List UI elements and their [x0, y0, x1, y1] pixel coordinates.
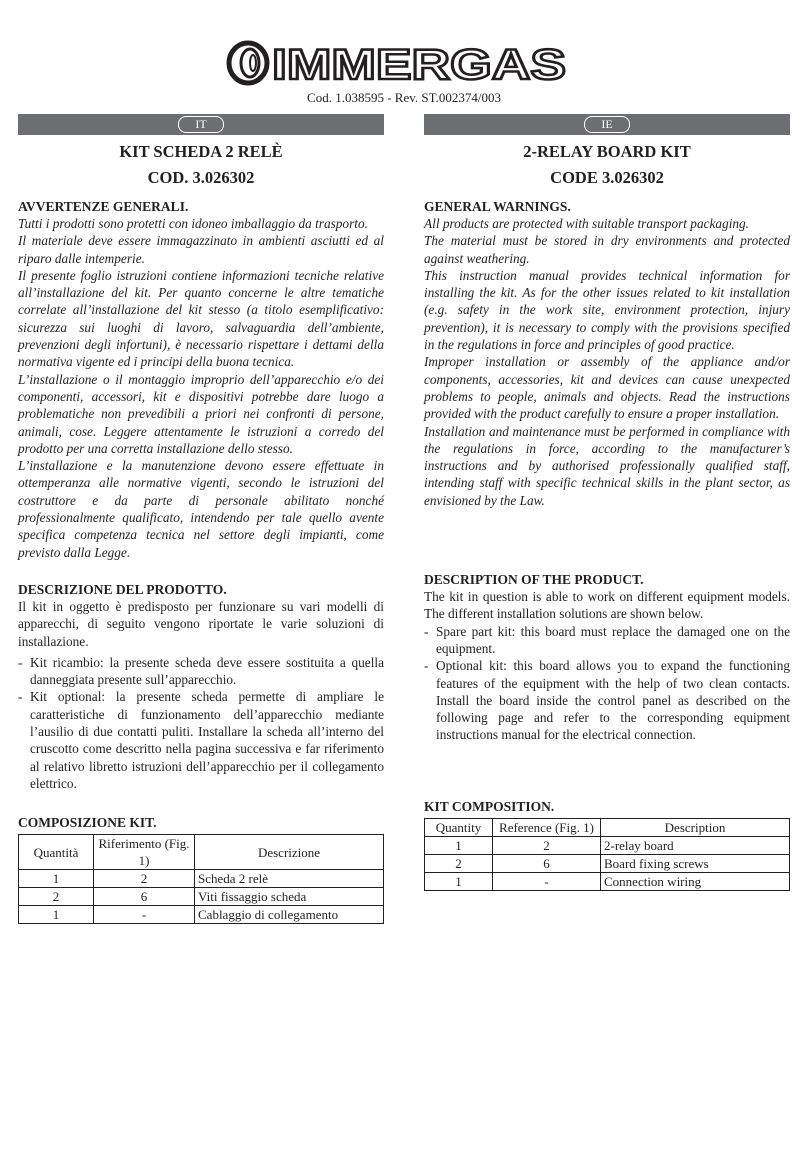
- kit-title: KIT SCHEDA 2 RELÈ: [119, 142, 283, 161]
- language-tag-it: IT: [178, 116, 224, 133]
- composition-heading: COMPOSIZIONE KIT.: [18, 815, 157, 831]
- header-description: Description: [601, 818, 790, 836]
- table-row: 1 - Connection wiring: [425, 872, 790, 890]
- composition-heading: KIT COMPOSITION.: [424, 798, 555, 814]
- header-reference: Reference (Fig. 1): [493, 818, 601, 836]
- installation-options-list: [424, 623, 790, 744]
- warnings-heading: AVVERTENZE GENERALI.: [18, 199, 189, 214]
- composition-table: [18, 834, 384, 924]
- description-intro: The kit in question is able to work on different equipment models. The different installation solutions are shown below.: [424, 589, 790, 622]
- kit-code: CODE 3.026302: [550, 168, 664, 187]
- italian-column: [18, 114, 384, 924]
- table-row: 1 2 2-relay board: [425, 836, 790, 854]
- language-bar-it: [18, 114, 384, 135]
- language-tag-ie: IE: [584, 116, 630, 133]
- table-row: 2 6 Board fixing screws: [425, 854, 790, 872]
- list-item: - Spare part kit: this board must replace the damaged one on the equipment.: [424, 623, 790, 658]
- table-header-row: [19, 835, 384, 870]
- kit-title: 2-RELAY BOARD KIT: [523, 142, 691, 161]
- description-intro: Il kit in oggetto è predisposto per funzionare su vari modelli di apparecchi, di seguito vengono riportate le varie soluzioni di installazione.: [18, 598, 384, 649]
- warnings-text: All products are protected with suitable transport packaging. The material must be stored in dry environments and protected against weathering. This instruction manual provides technical information for installing the kit. As for the other issues related to kit installation (e.g. safety in the work site, environment protection, injury prevention), it is necessary to comply with the provisions specified in the regulations in force and principles of good practice. Improper installation or assembly of the appliance and/or components, accessories, kit and devices can cause unexpected problems to people, animals and objects. Read the instructions provided with the product carefully to ensure a proper installation. Installation and maintenance must be performed in compliance with the regulations in force, according to the manufacturer’s instructions and by authorised professionally qualified staff, intending staff with specific technical skills in the plant sector, as envisioned by the Law.: [424, 216, 790, 508]
- table-header-row: [425, 818, 790, 836]
- document-code: Cod. 1.038595 - Rev. ST.002374/003: [307, 90, 501, 105]
- kit-code: COD. 3.026302: [147, 168, 255, 187]
- header-quantity: Quantity: [425, 818, 493, 836]
- warnings-text: Tutti i prodotti sono protetti con idoneo imballaggio da trasporto. Il materiale deve essere immagazzinato in ambienti asciutti ed al riparo dalle intemperie. Il presente foglio istruzioni contiene informazioni tecniche relative all’installazione del kit. Per quanto concerne le altre tematiche correlate all’installazione del kit stesso (a titolo esemplificativo: sicurezza sui luoghi di lavoro, salvaguardia dell’ambiente, prevenzioni degli infortuni), è necessario rispettare i dettami della normativa vigente ed i principi della buona tecnica. L’installazione o il montaggio improprio dell’apparecchio e/o dei componenti, accessori, kit e dispositivi potrebbe dare luogo a problematiche non prevedibili a priori nei confronti di persone, animali, cose. Leggere attentamente le istruzioni a corredo del prodotto per una corretta installazione dello stesso. L’installazione e la manutenzione devono essere effettuate in ottemperanza alle normative vigenti, secondo le istruzioni del costruttore e da parte di personale abilitato nonché professionalmente qualificato, intendendo per tale quello avente specifica competenza tecnica nel settore degli impianti, come previsto dalla Legge.: [18, 216, 384, 560]
- header-reference: Riferimento (Fig. 1): [94, 835, 195, 870]
- header-quantity: Quantità: [19, 835, 94, 870]
- table-row: 1 2 Scheda 2 relè: [19, 870, 384, 888]
- flame-logo-icon: [229, 43, 267, 83]
- header-description: Descrizione: [195, 835, 384, 870]
- warnings-heading: GENERAL WARNINGS.: [424, 199, 571, 214]
- composition-table: [424, 818, 790, 891]
- installation-options-list: [18, 654, 384, 792]
- language-bar-ie: [424, 114, 790, 135]
- table-row: 2 6 Viti fissaggio scheda: [19, 888, 384, 906]
- description-heading: DESCRIPTION OF THE PRODUCT.: [424, 572, 644, 588]
- immergas-logo: [226, 38, 570, 88]
- table-row: 1 - Cablaggio di collegamento: [19, 906, 384, 924]
- list-item: - Optional kit: this board allows you to expand the functioning features of the equipment with the help of two clean contacts. Install the board inside the control panel as described on the following page and refer to the corresponding equipment instructions manual for the electrical connection.: [424, 657, 790, 743]
- description-heading: DESCRIZIONE DEL PRODOTTO.: [18, 581, 227, 597]
- list-item: - Kit optional: la presente scheda permette di ampliare le caratteristiche di funzionamento dell’apparecchio mediante l’ausilio di due contatti puliti. Installare la scheda all’interno del cruscotto come descritto nella pagina successiva e far riferimento al relativo libretto istruzioni dell’apparecchio per il collegamento elettrico.: [18, 688, 384, 792]
- list-item: - Kit ricambio: la presente scheda deve essere sostituita a quella danneggiata presente sull’apparecchio.: [18, 654, 384, 689]
- english-column: [424, 114, 790, 891]
- brand-wordmark: IMMERGAS: [272, 41, 566, 88]
